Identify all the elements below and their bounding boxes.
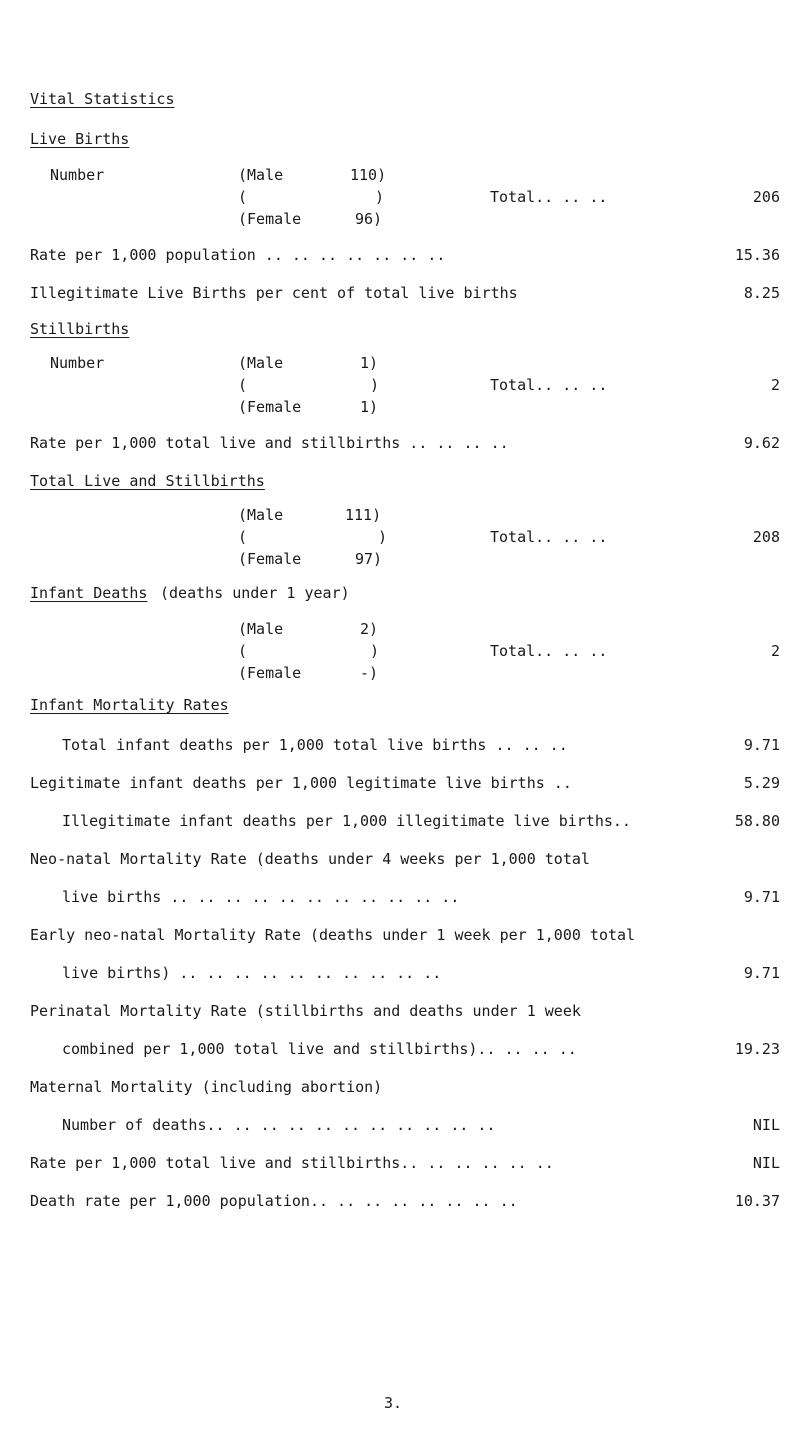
mortality-row-value: 19.23: [734, 1040, 780, 1058]
stillbirths-female-label: (Female: [238, 398, 302, 416]
live-births-female-label: (Female: [238, 210, 302, 228]
live-births-paren-close: ): [375, 188, 385, 206]
stillbirths-female-value: 1): [360, 398, 379, 416]
mortality-row-label: live births .. .. .. .. .. .. .. .. .. .. ..: [62, 888, 460, 906]
mortality-row-value: 9.71: [743, 888, 780, 906]
stillbirths-total-value: 2: [770, 376, 780, 394]
mortality-row-label: Total infant deaths per 1,000 total live births .. .. ..: [62, 736, 568, 754]
stillbirths-male-value: 1): [360, 354, 379, 372]
mortality-row-label: Perinatal Mortality Rate (stillbirths and deaths under 1 week: [30, 1002, 581, 1020]
stillbirths-rate-label: Rate per 1,000 total live and stillbirths .. .. .. ..: [30, 434, 509, 452]
mortality-row-label: Legitimate infant deaths per 1,000 legitimate live births ..: [30, 774, 572, 792]
total-live-still-total-value: 208: [752, 528, 780, 546]
live-births-number-label: Number: [50, 166, 105, 184]
mortality-row-value: 9.71: [743, 736, 780, 754]
mortality-row-value: 9.71: [743, 964, 780, 982]
stillbirths-paren-open: (: [238, 376, 248, 394]
live-births-male-label: (Male: [238, 166, 284, 184]
total-live-still-total-label: Total.. .. ..: [490, 528, 608, 546]
stillbirths-number-label: Number: [50, 354, 105, 372]
illegitimate-births-label: Illegitimate Live Births per cent of total live births: [30, 284, 518, 302]
mortality-row-value: 5.29: [743, 774, 780, 792]
stillbirths-total-label: Total.. .. ..: [490, 376, 608, 394]
mortality-row-label: Rate per 1,000 total live and stillbirths.. .. .. .. .. ..: [30, 1154, 554, 1172]
illegitimate-births-value: 8.25: [743, 284, 780, 302]
mortality-row-label: Neo-natal Mortality Rate (deaths under 4 weeks per 1,000 total: [30, 850, 590, 868]
mortality-row-value: NIL: [752, 1116, 780, 1134]
infant-deaths-paren-open: (: [238, 642, 248, 660]
stillbirths-rate-value: 9.62: [743, 434, 780, 452]
mortality-row-label: Early neo-natal Mortality Rate (deaths under 1 week per 1,000 total: [30, 926, 636, 944]
mortality-row-label: Maternal Mortality (including abortion): [30, 1078, 383, 1096]
infant-deaths-paren-close: ): [370, 642, 380, 660]
infant-mortality-title: Infant Mortality Rates: [30, 696, 229, 714]
total-live-still-male-label: (Male: [238, 506, 284, 524]
total-live-still-male-value: 111): [345, 506, 382, 524]
live-births-total-value: 206: [752, 188, 780, 206]
live-births-rate-value: 15.36: [734, 246, 780, 264]
infant-deaths-title-suffix: (deaths under 1 year): [160, 584, 350, 602]
mortality-row-value: NIL: [752, 1154, 780, 1172]
live-births-rate-label: Rate per 1,000 population .. .. .. .. .. .. ..: [30, 246, 446, 264]
total-live-still-female-value: 97): [355, 550, 383, 568]
total-live-still-female-label: (Female: [238, 550, 302, 568]
mortality-row-label: Death rate per 1,000 population.. .. .. .. .. .. .. ..: [30, 1192, 518, 1210]
live-births-title: Live Births: [30, 130, 130, 148]
infant-deaths-total-value: 2: [770, 642, 780, 660]
live-births-paren-open: (: [238, 188, 248, 206]
stillbirths-title: Stillbirths: [30, 320, 130, 338]
total-live-still-paren-open: (: [238, 528, 248, 546]
total-live-still-title: Total Live and Stillbirths: [30, 472, 265, 490]
infant-deaths-female-value: -): [360, 664, 379, 682]
infant-deaths-title: Infant Deaths: [30, 584, 148, 602]
live-births-total-label: Total.. .. ..: [490, 188, 608, 206]
infant-deaths-male-value: 2): [360, 620, 379, 638]
page-heading: Vital Statistics: [30, 90, 175, 108]
infant-deaths-total-label: Total.. .. ..: [490, 642, 608, 660]
stillbirths-paren-close: ): [370, 376, 380, 394]
mortality-row-label: Illegitimate infant deaths per 1,000 illegitimate live births..: [62, 812, 631, 830]
mortality-row-label: combined per 1,000 total live and stillbirths).. .. .. ..: [62, 1040, 577, 1058]
stillbirths-male-label: (Male: [238, 354, 284, 372]
live-births-female-value: 96): [355, 210, 383, 228]
mortality-row-value: 10.37: [734, 1192, 780, 1210]
total-live-still-paren-close: ): [378, 528, 388, 546]
mortality-row-label: live births) .. .. .. .. .. .. .. .. .. ..: [62, 964, 442, 982]
infant-deaths-male-label: (Male: [238, 620, 284, 638]
mortality-row-value: 58.80: [734, 812, 780, 830]
infant-deaths-female-label: (Female: [238, 664, 302, 682]
mortality-row-label: Number of deaths.. .. .. .. .. .. .. .. .. .. ..: [62, 1116, 496, 1134]
page-number: 3.: [384, 1394, 403, 1412]
live-births-male-value: 110): [350, 166, 387, 184]
